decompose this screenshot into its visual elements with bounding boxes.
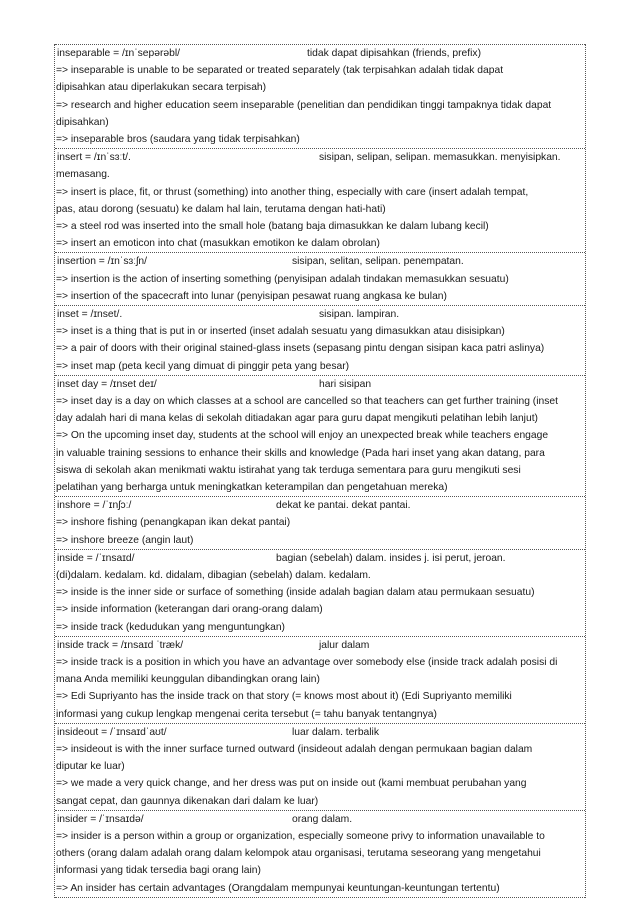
entry-line: => inset is a thing that is put in or inserted (inset adalah sesuatu yang dimasukkan atau disisipkan) — [56, 326, 505, 338]
entry-line: pas, atau dorong (sesuatu) ke dalam hal lain, terutama dengan hati-hati) — [56, 203, 386, 215]
entry-line: => inshore breeze (angin laut) — [56, 534, 194, 546]
entry-word: inside = /ˈɪnsaɪd/ — [57, 552, 135, 564]
entry-meaning: hari sisipan — [319, 378, 372, 390]
entry-headline — [56, 811, 584, 828]
entry-meaning: sisipan, selipan, selipan. memasukkan. menyisipkan. — [319, 152, 561, 164]
entry-line: => inset map (peta kecil yang dimuat di pinggir peta yang besar) — [56, 360, 350, 372]
entry-headline — [56, 637, 584, 654]
entry-line: => insertion of the spacecraft into lunar (penyisipan pesawat ruang angkasa ke bulan) — [56, 290, 447, 302]
entry-meaning: sisipan. lampiran. — [319, 309, 400, 320]
entry-line: (di)dalam. kedalam. kd. didalam, dibagian (sebelah) dalam. kedalam. — [56, 569, 371, 581]
entry-headline — [56, 497, 584, 514]
entry-line: others (orang dalam adalah orang dalam kelompok atau organisasi, terutama seseorang yang mengetahui — [56, 848, 541, 860]
entry-line: => inside track is a position in which you have an advantage over somebody else (inside track adalah posisi di — [56, 656, 558, 668]
entry-meaning: dekat ke pantai. dekat pantai. — [276, 500, 411, 512]
dictionary-table — [54, 44, 586, 898]
dictionary-entry — [55, 723, 585, 810]
dictionary-entry — [55, 44, 585, 148]
entry-word: inseparable = /ɪnˈsepərəbl/ — [57, 48, 181, 59]
entry-line: dipisahkan atau diperlakukan secara terpisah) — [56, 82, 267, 94]
entry-line: => inside track (kedudukan yang menguntungkan) — [56, 621, 285, 633]
entry-line: => inseparable is unable to be separated or treated separately (tak terpisahkan adalah tidak dapat — [56, 65, 504, 77]
dictionary-entry — [55, 810, 585, 898]
entry-word: inset day = /ɪnset deɪ/ — [57, 378, 157, 390]
entry-line: => inseparable bros (saudara yang tidak terpisahkan) — [56, 134, 300, 145]
entry-meaning: jalur dalam — [319, 639, 370, 651]
entry-line: => research and higher education seem inseparable (penelitian dan pendidikan tinggi tampaknya tidak dapat — [56, 99, 552, 111]
entry-meaning: tidak dapat dipisahkan (friends, prefix) — [307, 48, 481, 59]
entry-line: => insert is place, fit, or thrust (something) into another thing, especially with care (insert adalah tempat, — [56, 186, 529, 198]
entry-line: => a pair of doors with their original stained-glass insets (sepasang pintu dengan sisipan kaca patri aslinya) — [56, 343, 545, 355]
entry-line: => a steel rod was inserted into the small hole (batang baja dimasukkan ke dalam lubang kecil) — [56, 221, 489, 232]
entry-line: sangat cepat, dan gaunnya dikenakan dari dalam ke luar) — [56, 795, 319, 807]
entry-meaning: sisipan, selitan, selipan. penempatan. — [292, 256, 464, 268]
entry-line: => insideout is with the inner surface turned outward (insideout adalah dengan permukaan bagian dalam — [56, 743, 533, 755]
entry-headline — [56, 149, 584, 166]
entry-line: => inshore fishing (penangkapan ikan dekat pantai) — [56, 517, 291, 529]
entry-word: inset = /ɪnset/. — [57, 309, 123, 320]
entry-headline — [56, 306, 584, 323]
entry-word: inside track = /ɪnsaɪd ˈtræk/ — [57, 639, 184, 651]
entry-line: => insertion is the action of inserting something (penyisipan adalah tindakan memasukkan sesuatu) — [56, 273, 509, 285]
entry-line: memasang. — [56, 169, 110, 181]
dictionary-entry — [55, 252, 585, 305]
entry-line: => insider is a person within a group or organization, especially someone privy to information unavailable to — [56, 830, 545, 842]
entry-meaning: luar dalam. terbalik — [292, 726, 379, 738]
entry-line: diputar ke luar) — [56, 761, 125, 773]
dictionary-entry — [55, 496, 585, 549]
entry-line: mana Anda memiliki keunggulan dibandingkan orang lain) — [56, 674, 320, 686]
entry-word: insertion = /ɪnˈsɜːʃn/ — [57, 256, 147, 268]
entry-headline — [56, 45, 584, 62]
entry-line: => Edi Supriyanto has the inside track on that story (= knows most about it) (Edi Supriyanto memiliki — [56, 691, 512, 703]
entry-word: inshore = /ˈɪnʃɔː/ — [57, 500, 132, 512]
entry-headline — [56, 550, 584, 567]
dictionary-entry — [55, 375, 585, 496]
entry-word: insider = /ˈɪnsaɪdə/ — [57, 813, 144, 825]
entry-line: siswa di sekolah akan menikmati waktu istirahat yang tak terduga sementara para guru mengikuti sesi — [56, 464, 521, 476]
entry-line: day adalah hari di mana kelas di sekolah ditiadakan agar para guru dapat mengikuti pelatihan lebih lanjut) — [56, 413, 538, 425]
entry-word: insert = /ɪnˈsɜːt/. — [57, 152, 131, 164]
entry-line: => inside information (keterangan dari orang-orang dalam) — [56, 604, 323, 616]
entry-line: => inset day is a day on which classes at a school are cancelled so that teachers can get further training (inset — [56, 395, 558, 407]
entry-meaning: orang dalam. — [292, 813, 353, 825]
entry-headline — [56, 724, 584, 741]
entry-line: informasi yang cukup lengkap mengenai cerita tersebut (= tahu banyak tentangnya) — [56, 708, 437, 720]
entry-line: informasi yang tidak tersedia bagi orang lain) — [56, 865, 261, 877]
dictionary-entry — [55, 148, 585, 252]
entry-headline — [56, 253, 584, 270]
entry-line: => insert an emoticon into chat (masukkan emotikon ke dalam obrolan) — [56, 238, 380, 250]
entry-line: => An insider has certain advantages (Orangdalam mempunyai keuntungan-keuntungan tertentu) — [56, 882, 500, 894]
entry-word: insideout = /ˈɪnsaɪdˈaʊt/ — [57, 726, 167, 738]
entry-line: pelatihan yang berharga untuk meningkatkan keterampilan dan pengetahuan mereka) — [56, 482, 448, 493]
entry-line: in valuable training sessions to enhance their skills and knowledge (Pada hari inset yang akan datang, para — [56, 447, 545, 459]
dictionary-entry — [55, 549, 585, 636]
entry-line: => we made a very quick change, and her dress was put on inside out (kami membuat perubahan yang — [56, 778, 527, 790]
entry-line: => inside is the inner side or surface of something (inside adalah bagian dalam atau permukaan sesuatu) — [56, 587, 535, 599]
entry-line: => On the upcoming inset day, students at the school will enjoy an unexpected break while teachers engage — [56, 430, 549, 442]
dictionary-entry — [55, 305, 585, 375]
entry-meaning: bagian (sebelah) dalam. insides j. isi perut, jeroan. — [276, 552, 506, 564]
entry-line: dipisahkan) — [56, 116, 109, 128]
entry-headline — [56, 376, 584, 393]
dictionary-entry — [55, 636, 585, 723]
